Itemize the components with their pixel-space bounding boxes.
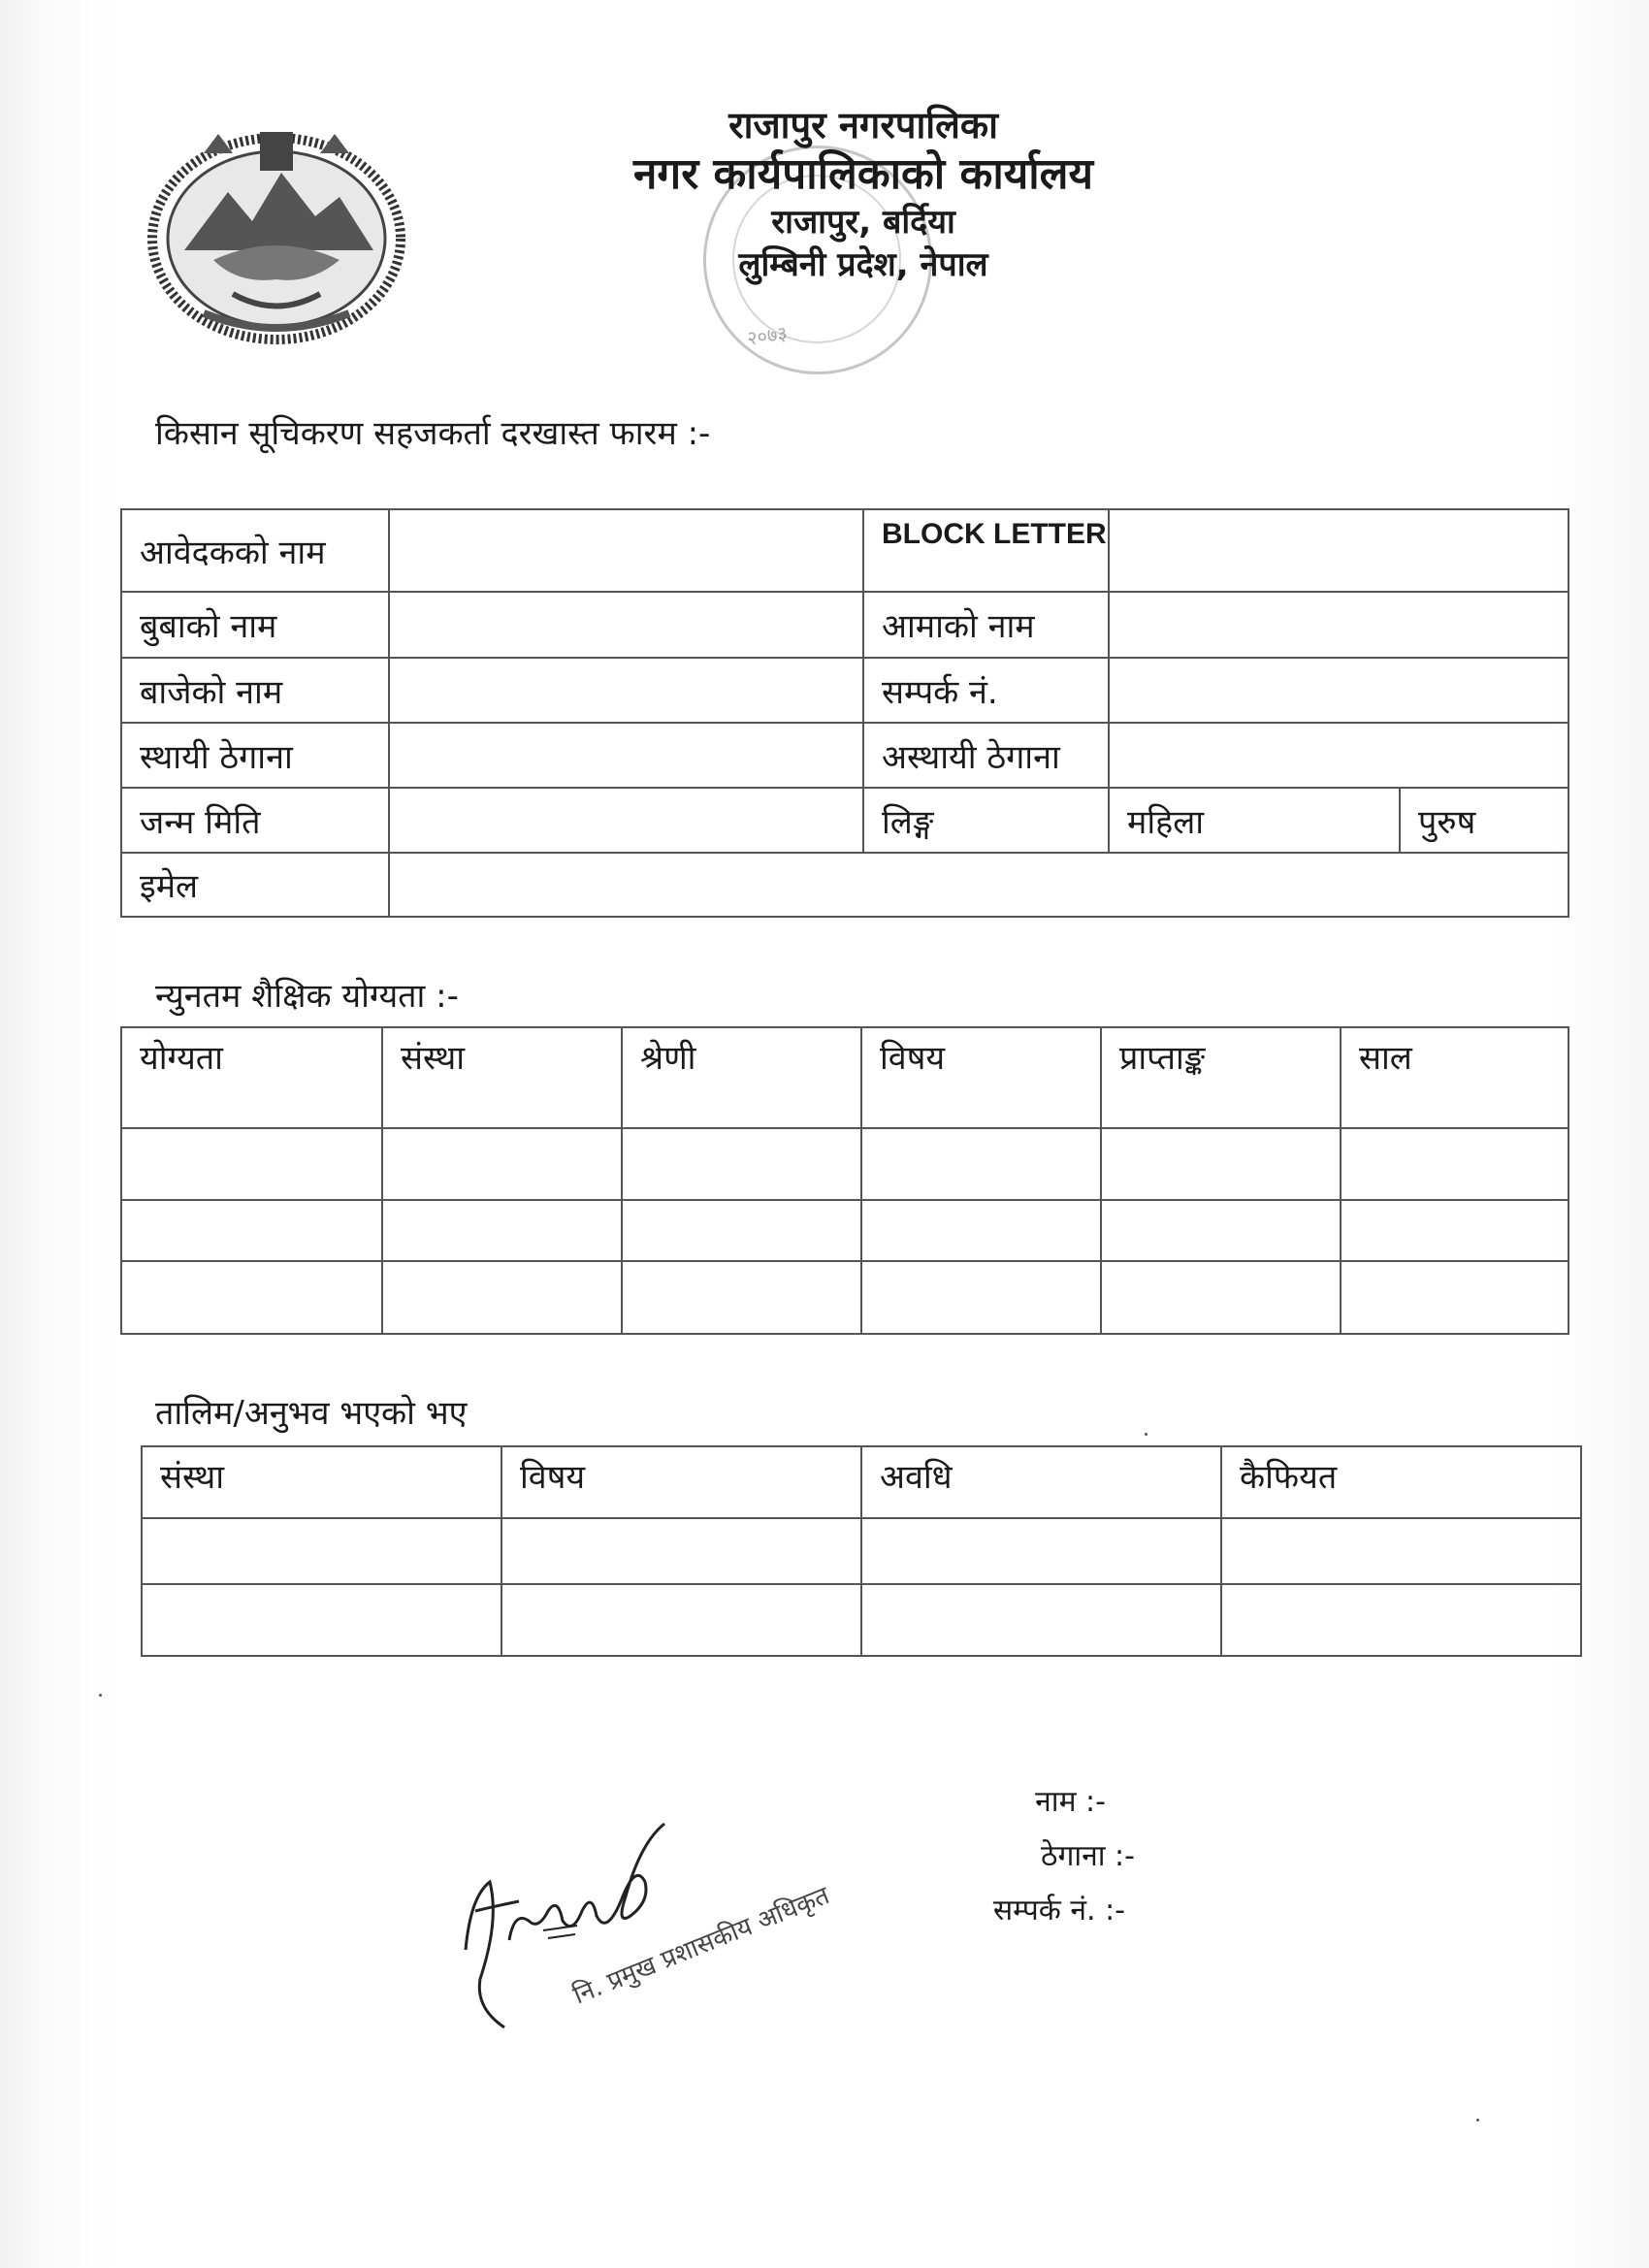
permanent-address-field[interactable]: [389, 723, 863, 788]
education-cell[interactable]: [1101, 1261, 1341, 1334]
father-name-field[interactable]: [389, 592, 863, 658]
training-cell[interactable]: [142, 1518, 501, 1584]
applicant-name-field[interactable]: [389, 509, 863, 592]
education-cell[interactable]: [622, 1200, 861, 1261]
education-cell[interactable]: [1101, 1128, 1341, 1200]
contact-field[interactable]: [1109, 658, 1568, 723]
form-title: किसान सूचिकरण सहजकर्ता दरखास्त फारम :-: [155, 414, 711, 453]
municipality-name: राजापुर नगरपालिका: [728, 104, 998, 146]
training-cell[interactable]: [1221, 1518, 1581, 1584]
mother-name-field[interactable]: [1109, 592, 1568, 658]
officer-signature-caption: नि. प्रमुख प्रशासकीय अधिकृत: [568, 1881, 834, 2011]
applicant-sign-address: ठेगाना :-: [1041, 1839, 1135, 1873]
education-cell[interactable]: [1341, 1128, 1568, 1200]
education-cell[interactable]: [861, 1261, 1101, 1334]
education-header-marks: प्राप्ताङ्क: [1101, 1027, 1341, 1128]
email-label: इमेल: [121, 853, 389, 917]
grandfather-name-field[interactable]: [389, 658, 863, 723]
applicant-name-block-field[interactable]: [1109, 509, 1568, 592]
mother-name-label: आमाको नाम: [863, 592, 1109, 658]
training-cell[interactable]: [142, 1584, 501, 1656]
dob-field[interactable]: [389, 788, 863, 853]
education-cell[interactable]: [121, 1261, 382, 1334]
education-cell[interactable]: [382, 1200, 622, 1261]
education-header-division: श्रेणी: [622, 1027, 861, 1128]
block-letter-label: BLOCK LETTER: [863, 509, 1109, 592]
education-cell[interactable]: [121, 1200, 382, 1261]
training-header-remarks: कैफियत: [1221, 1446, 1581, 1518]
education-header-year: साल: [1341, 1027, 1568, 1128]
office-province: लुम्बिनी प्रदेश, नेपाल: [738, 245, 988, 284]
grandfather-name-label: बाजेको नाम: [121, 658, 389, 723]
applicant-details-block: [931, 1775, 1164, 1938]
office-location: राजापुर, बर्दिया: [771, 203, 955, 242]
emblem-logo: [146, 114, 407, 347]
scan-speck: [99, 1694, 102, 1697]
training-cell[interactable]: [501, 1584, 861, 1656]
scan-speck: [1145, 1433, 1148, 1436]
applicant-sign-contact: सम्पर्क नं. :-: [992, 1894, 1125, 1928]
contact-label: सम्पर्क नं.: [863, 658, 1109, 723]
office-stamp-year: २०७३: [745, 321, 790, 350]
education-cell[interactable]: [861, 1200, 1101, 1261]
training-cell[interactable]: [861, 1518, 1221, 1584]
gender-female-option[interactable]: महिला: [1109, 788, 1400, 853]
training-table: [141, 1445, 1582, 1657]
applicant-sign-name: नाम :-: [1035, 1785, 1106, 1819]
officer-signature: [451, 1804, 839, 2057]
education-row: [121, 1128, 1568, 1200]
temporary-address-label: अस्थायी ठेगाना: [863, 723, 1109, 788]
dob-label: जन्म मिति: [121, 788, 389, 853]
education-cell[interactable]: [1341, 1261, 1568, 1334]
training-row: [142, 1584, 1581, 1656]
training-cell[interactable]: [1221, 1584, 1581, 1656]
education-cell[interactable]: [1101, 1200, 1341, 1261]
education-cell[interactable]: [382, 1261, 622, 1334]
education-table: [120, 1026, 1569, 1335]
training-cell[interactable]: [861, 1584, 1221, 1656]
applicant-name-label: आवेदकको नाम: [121, 509, 389, 592]
education-row: [121, 1261, 1568, 1334]
scan-speck: [1476, 2119, 1479, 2122]
training-cell[interactable]: [501, 1518, 861, 1584]
education-cell[interactable]: [622, 1261, 861, 1334]
letterhead: [543, 102, 1183, 286]
training-row: [142, 1518, 1581, 1584]
education-cell[interactable]: [1341, 1200, 1568, 1261]
education-header-institution: संस्था: [382, 1027, 622, 1128]
education-row: [121, 1200, 1568, 1261]
education-header-subject: विषय: [861, 1027, 1101, 1128]
education-cell[interactable]: [382, 1128, 622, 1200]
email-field[interactable]: [389, 853, 1568, 917]
education-header-qualification: योग्यता: [121, 1027, 382, 1128]
training-header-subject: विषय: [501, 1446, 861, 1518]
training-header-institution: संस्था: [142, 1446, 501, 1518]
personal-details-table: [120, 508, 1569, 918]
education-cell[interactable]: [121, 1128, 382, 1200]
training-header-duration: अवधि: [861, 1446, 1221, 1518]
training-title: तालिम/अनुभव भएको भए: [155, 1394, 468, 1433]
office-name: नगर कार्यपालिकाको कार्यालय: [633, 149, 1093, 199]
gender-male-option[interactable]: पुरुष: [1400, 788, 1568, 853]
education-cell[interactable]: [861, 1128, 1101, 1200]
father-name-label: बुबाको नाम: [121, 592, 389, 658]
education-cell[interactable]: [622, 1128, 861, 1200]
temporary-address-field[interactable]: [1109, 723, 1568, 788]
permanent-address-label: स्थायी ठेगाना: [121, 723, 389, 788]
education-title: न्युनतम शैक्षिक योग्यता :-: [155, 977, 459, 1016]
gender-label: लिङ्ग: [863, 788, 1109, 853]
